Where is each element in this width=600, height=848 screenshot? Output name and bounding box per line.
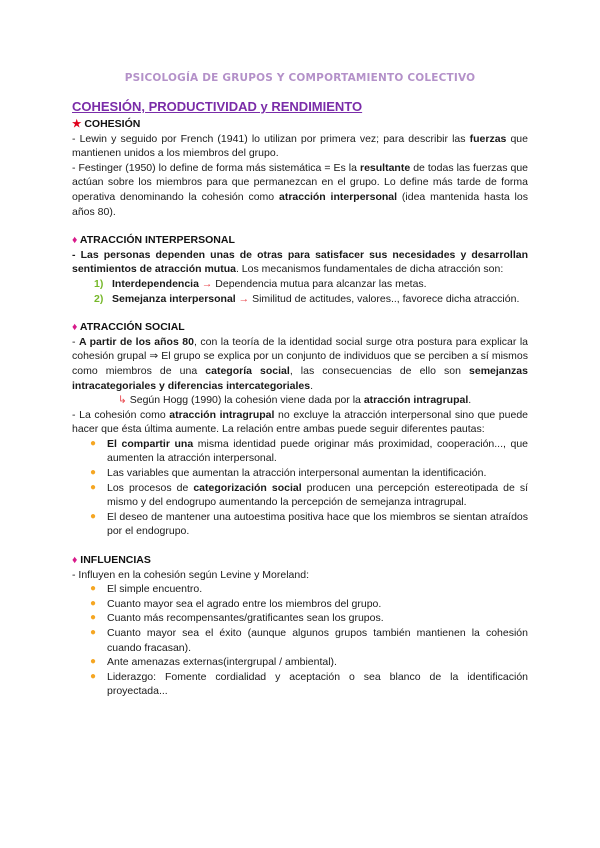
influencias-list: [72, 582, 528, 699]
list-item: ● El deseo de mantener una autoestima positiva hace que los miembros se sientan atraídos por el endogrupo.: [90, 510, 528, 538]
list-item: ● El compartir una misma identidad puede originar más proximidad, cooperación..., que aumenten la atracción interpersonal.: [90, 437, 529, 465]
list-item: 2) Semejanza interpersonal → Similitud de actitudes, valores.., favorece dicha atracción.: [94, 292, 520, 305]
list-item: 1) Interdependencia → Dependencia mutua para alcanzar las metas.: [94, 277, 427, 290]
atraccion-interpersonal-heading-text: ATRACCIÓN INTERPERSONAL: [79, 234, 235, 247]
document-header: PSICOLOGÍA DE GRUPOS Y COMPORTAMIENTO COLECTIVO: [124, 72, 476, 84]
influencias-heading-text: INFLUENCIAS: [80, 554, 151, 567]
bullet-icon: ●: [90, 481, 97, 493]
list-item: ● Cuanto mayor sea el agrado entre los miembros del grupo.: [90, 597, 382, 610]
cohesion-paragraph-2: - Festinger (1950) lo define de forma más sistemática = Es la resultante de todas las fuerzas que actúan sobre los miembros para que permanezcan en el grupo. Lo define más tarde de forma operativa denominando la cohesión como atracción interpersonal (idea mantenida hasta los años 80).: [72, 161, 528, 218]
bullet-icon: ●: [90, 612, 97, 624]
atraccion-social-heading: [72, 320, 528, 335]
bullet-icon: ●: [90, 510, 97, 522]
diamond-icon: ♦: [72, 321, 78, 334]
atraccion-interpersonal-heading: [72, 233, 528, 248]
hook-arrow-icon: ↳: [118, 394, 127, 407]
diamond-icon: ♦: [72, 554, 78, 567]
list-item: ● Liderazgo: Fomente cordialidad y aceptación o sea blanco de la identificación proyectada...: [90, 670, 528, 698]
pautas-list: [72, 437, 528, 539]
list-item: ● Ante amenazas externas(intergrupal / ambiental).: [90, 656, 337, 669]
bullet-icon: ●: [90, 583, 97, 595]
section-title: COHESIÓN, PRODUCTIVIDAD y RENDIMIENTO: [72, 99, 363, 114]
atraccion-social-heading-text: ATRACCIÓN SOCIAL: [79, 321, 185, 334]
list-item: ● Cuanto mayor sea el éxito (aunque algunos grupos también mantienen la cohesión cuando fracasan).: [90, 627, 528, 654]
star-icon: ★: [72, 118, 82, 130]
list-item: ● Las variables que aumentan la atracción interpersonal aumentan la identificación.: [90, 467, 487, 480]
cohesion-paragraph-1: - Lewin y seguido por French (1941) lo utilizan por primera vez; para describir las fuerzas que mantienen unidos a los miembros del grupo.: [72, 132, 528, 160]
list-item: ● Cuanto más recompensantes/gratificantes sean los grupos.: [90, 612, 384, 625]
influencias-heading: [72, 553, 528, 568]
influencias-intro: - Influyen en la cohesión según Levine y Moreland:: [72, 568, 309, 581]
cohesion-heading-text: COHESIÓN: [84, 118, 141, 130]
bullet-icon: ●: [90, 437, 97, 449]
diamond-icon: ♦: [72, 234, 78, 247]
bullet-icon: ●: [90, 670, 97, 682]
arrow-right-icon: →: [198, 277, 216, 290]
document-body: [72, 99, 528, 699]
atraccion-interpersonal-paragraph: - Las personas dependen unas de otras para satisfacer sus necesidades y desarrollan sentimientos de atracción mutua. Los mecanismos fundamentales de dicha atracción son:: [72, 248, 528, 276]
bullet-icon: ●: [90, 597, 97, 609]
list-item: ● El simple encuentro.: [90, 583, 203, 596]
bullet-icon: ●: [90, 467, 97, 479]
bullet-icon: ●: [90, 627, 97, 638]
atraccion-social-paragraph-2: - La cohesión como atracción intragrupal no excluye la atracción interpersonal sino que puede hacer que ésta última aumente. La relación entre ambas puede seguir diferentes pautas:: [72, 408, 528, 436]
hogg-note: ↳ Según Hogg (1990) la cohesión viene dada por la atracción intragrupal.: [118, 394, 472, 407]
mechanisms-list: [72, 277, 528, 306]
cohesion-heading: [72, 117, 528, 132]
bullet-icon: ●: [90, 656, 97, 668]
arrow-right-icon: →: [235, 292, 253, 305]
atraccion-social-paragraph-1: - A partir de los años 80, con la teoría de la identidad social surge otra postura para explicar la cohesión grupal ⇒ El grupo se explica por un conjunto de individuos que se perciben a sí mismos como miembros de una categoría social, las consecuencias de ello son semejanzas intracategoriales y diferencias intercategoriales.: [72, 335, 529, 392]
list-item: ● Los procesos de categorización social producen una percepción estereotipada de sí mismo y del endogrupo aumentando la percepción de semejanza intragrupal.: [90, 481, 528, 509]
